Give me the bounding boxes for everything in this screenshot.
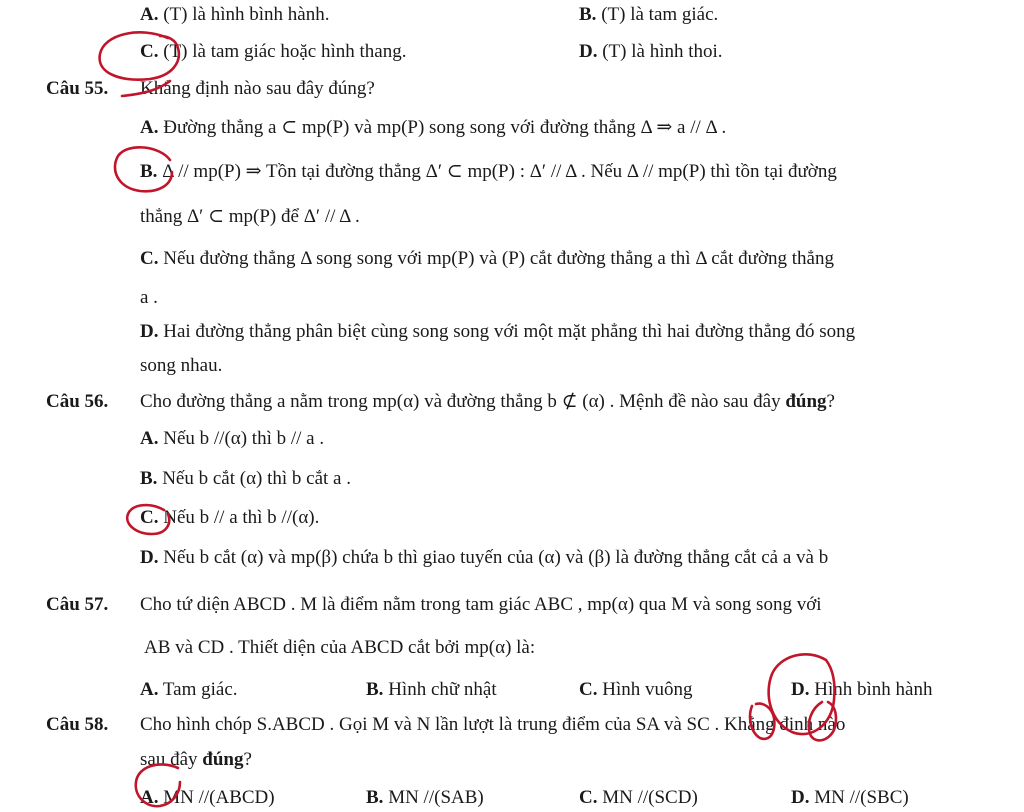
q58-option-d-text: MN //(SBC) [814,787,909,808]
q58-option-b [366,786,484,810]
q57-option-a [140,678,238,702]
q54-option-d-text: (T) là hình thoi. [602,41,723,62]
q57-option-b-text: Hình chữ nhật [388,679,497,700]
q57-option-a-text: Tam giác. [162,679,238,700]
q58-option-c [579,786,698,810]
q57-option-c-label: C. [579,679,598,700]
q55-option-b-label: B. [140,161,158,182]
q55-option-a [140,116,726,140]
q58-stem-1: Cho hình chóp S.ABCD . Gọi M và N lần lượt là trung điểm của SA và SC . Khẳng định nào [140,714,846,735]
q58-stem-2 [140,748,252,772]
q56-option-b-text: Nếu b cắt (α) thì b cắt a . [162,468,351,489]
q55-option-c-label: C. [140,248,159,269]
q55-option-b-text-2: thẳng Δ′ ⊂ mp(P) để Δ′ // Δ . [140,206,360,227]
q58-option-c-text: MN //(SCD) [602,787,698,808]
q58-stem-text: sau đây [140,749,198,770]
q56-stem-end: ? [826,391,835,412]
q57-option-b-label: B. [366,679,384,700]
q56-option-d-label: D. [140,547,159,568]
q56-option-c-text: Nếu b // a thì b //(α). [163,507,320,528]
q57-option-c [579,678,692,702]
q56-stem-emphasis: đúng [785,391,827,412]
q58-option-c-label: C. [579,787,598,808]
q56-option-c [140,506,319,530]
q56-number: Câu 56. [46,391,109,412]
q55-option-c-text-2: a . [140,287,158,308]
q57-option-b [366,678,497,702]
q54-option-c [140,40,406,64]
q54-option-c-text: (T) là tam giác hoặc hình thang. [163,41,407,62]
q57-number: Câu 57. [46,594,109,615]
q58-option-d-label: D. [791,787,810,808]
q55-stem: Khẳng định nào sau đây đúng? [140,78,375,99]
q55-option-b [140,160,837,184]
q55-option-d [140,320,855,344]
q56-stem-text: Cho đường thẳng a nằm trong mp(α) và đường thẳng b ⊄ (α) . Mệnh đề nào sau đây [140,391,781,412]
q56-option-a-text: Nếu b //(α) thì b // a . [163,428,325,449]
q58-option-d [791,786,909,810]
q55-option-b-text-1: Δ // mp(P) ⇒ Tồn tại đường thẳng Δ′ ⊂ mp(P) : Δ′ // Δ . Nếu Δ // mp(P) thì tồn tại đường [162,161,837,182]
q56-option-b-label: B. [140,468,158,489]
q54-option-d-label: D. [579,41,598,62]
q57-option-a-label: A. [140,679,159,700]
q57-stem-1: Cho tứ diện ABCD . M là điểm nằm trong tam giác ABC , mp(α) qua M và song song với [140,594,822,615]
q57-option-c-text: Hình vuông [602,679,693,700]
q54-option-b-text: (T) là tam giác. [601,4,719,25]
q58-number: Câu 58. [46,714,109,735]
q56-option-a [140,427,324,451]
q57-stem-2: AB và CD . Thiết diện của ABCD cắt bởi mp(α) là: [144,637,536,658]
q58-option-b-text: MN //(SAB) [388,787,484,808]
q58-stem-end: ? [243,749,252,770]
q58-option-a [140,786,275,810]
q57-option-d-label: D. [791,679,810,700]
q56-option-b [140,467,351,491]
q58-option-a-label: A. [140,787,159,808]
q55-option-d-text-2: song nhau. [140,355,223,376]
q55-option-d-text-1: Hai đường thẳng phân biệt cùng song song với một mặt phẳng thì hai đường thẳng đó song [163,321,856,342]
q54-option-a-text: (T) là hình bình hành. [163,4,330,25]
q55-option-d-label: D. [140,321,159,342]
q58-option-b-label: B. [366,787,384,808]
q55-option-a-label: A. [140,117,159,138]
q58-option-a-text: MN //(ABCD) [163,787,275,808]
q55-number: Câu 55. [46,78,109,99]
q55-option-a-text: Đường thẳng a ⊂ mp(P) và mp(P) song song với đường thẳng Δ ⇒ a // Δ . [163,117,727,138]
q56-option-c-label: C. [140,507,159,528]
q56-option-d [140,546,828,570]
q54-option-d [579,40,723,64]
q54-option-b-label: B. [579,4,597,25]
q54-option-b [579,3,718,27]
q54-option-a-label: A. [140,4,159,25]
q55-option-c-text-1: Nếu đường thẳng Δ song song với mp(P) và (P) cắt đường thẳng a thì Δ cắt đường thẳng [163,248,834,269]
q56-option-d-text: Nếu b cắt (α) và mp(β) chứa b thì giao tuyến của (α) và (β) là đường thẳng cắt cả a và b [163,547,829,568]
q56-stem [140,390,835,414]
q58-stem-emphasis: đúng [202,749,244,770]
q57-option-d-text: Hình bình hành [814,679,933,700]
q56-option-a-label: A. [140,428,159,449]
q54-option-c-label: C. [140,41,159,62]
q57-option-d [791,678,932,702]
q55-option-c [140,247,834,271]
q54-option-a [140,3,329,27]
